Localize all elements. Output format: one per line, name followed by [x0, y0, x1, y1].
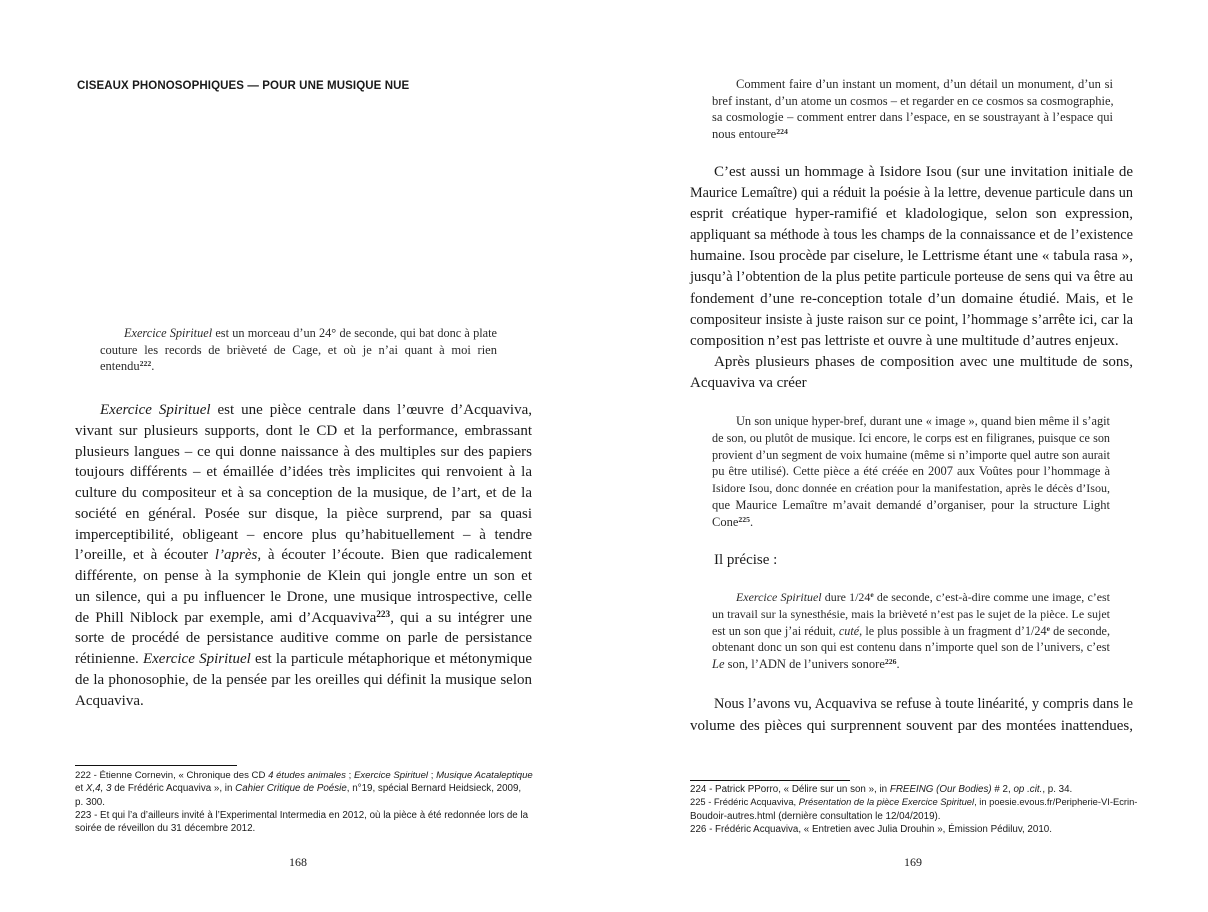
text-run: sa cosmologie – comment entrer dans l’espace, en se soustrayant à l’espace qui: [712, 110, 1113, 124]
text-run: C’est aussi un hommage à Isidore Isou (sur une invitation initiale de: [714, 164, 1133, 180]
text-run: toujours différents – et émaillée d’idées très implicites qui renvoient à la: [75, 464, 532, 481]
text-run: , qui a su intégrer une: [390, 609, 533, 626]
text-line: [712, 413, 1110, 430]
footnote-ref: e: [1046, 623, 1050, 633]
text-line: [75, 442, 532, 463]
text-run: provient d’un segment de voix humaine (même si n’importe quel autre son aurait: [712, 447, 1110, 462]
text-run: et: [75, 783, 86, 795]
text-run: Après plusieurs phases de composition avec une multitude de sons,: [714, 353, 1133, 370]
italic-title: Exercice Spirituel: [142, 651, 251, 667]
text-run: vivant sur plusieurs supports, dont le CD et la performance, embrassant: [75, 422, 532, 439]
text-run: 224 - Patrick PPorro, « Délire sur un son », in: [690, 784, 890, 795]
text-line: [75, 769, 535, 782]
footnote-ref: 224: [776, 126, 788, 136]
text-line: [712, 126, 1113, 143]
text-run: son, l’ADN de l’univers sonore: [724, 657, 885, 672]
italic-title: Le: [712, 657, 725, 672]
body-text: [75, 400, 532, 711]
text-line: [712, 109, 1113, 126]
footnote-ref: 226: [884, 656, 897, 666]
italic-title: Exercice Spirituel: [100, 402, 211, 418]
text-run: , le plus possible à un fragment d’1/24: [859, 623, 1047, 638]
italic-title: 4 études animales: [268, 770, 346, 781]
text-line: [690, 246, 1133, 267]
text-run: 225 - Frédéric Acquaviva,: [690, 797, 799, 808]
text-line: [690, 796, 1140, 809]
text-run: de la phonosophie, de la pensée par les oreilles qui définit la musique selon: [75, 671, 532, 688]
text-line: [75, 462, 532, 483]
text-line: [690, 331, 1133, 352]
text-line: [690, 373, 1133, 394]
text-run: société en général. Posée sur disque, la pièce surprend, par sa quasi: [75, 505, 532, 522]
text-line: [75, 587, 532, 608]
text-run: esprit créatique hyper-ramifié et kladologique, selon son expression,: [690, 206, 1133, 223]
text-run: rétinienne.: [75, 651, 143, 667]
text-run: composition n’est pas lettriste et ouvre à une multitude d’autres enjeux.: [690, 332, 1119, 349]
text-run: p. 300.: [75, 796, 105, 808]
text-run: , in poesie.evous.fr/Peripherie-VI-Ecrin-: [974, 797, 1138, 808]
text-run: que Maurice Lemaître m’avait demandé d’organiser, pour la structure Light: [712, 497, 1110, 512]
text-line: [712, 463, 1110, 480]
text-line: [714, 550, 777, 570]
text-line: [75, 566, 532, 587]
text-line: [690, 352, 1133, 373]
text-run: volume des pièces qui surprennent souvent par des montées inattendues,: [690, 718, 1133, 734]
text-run: Acquaviva.: [75, 692, 144, 709]
text-line: [712, 606, 1110, 623]
text-run: bref instant, d’un atome un cosmos – et regarder en ce cosmos sa cosmographie,: [712, 93, 1114, 108]
italic-title: X,4, 3: [85, 783, 112, 795]
text-run: , n°19, spécial Bernard Heidsieck, 2009,: [346, 783, 522, 795]
text-line: [712, 497, 1110, 514]
body-text-2: [690, 693, 1133, 737]
text-run: un travail sur la synesthésie, mais la brièveté n’est pas le sujet de la pièce. Le sujet: [712, 606, 1110, 621]
text-line: [75, 691, 532, 712]
text-run: appliquant sa méthode à tous les champs de la connaissance et de l’existence: [690, 227, 1133, 244]
text-run: l’oreille, et à écouter: [75, 547, 215, 564]
text-line: [690, 267, 1133, 288]
text-run: .: [896, 657, 900, 672]
text-run: 226 - Frédéric Acquaviva, « Entretien avec Julia Drouhin », Émission Pédiluv, 2010.: [690, 823, 1052, 835]
text-run: compositeur insiste à juste raison sur ce point, l’hommage s’arrête ici, car la: [690, 311, 1133, 328]
italic-title: Présentation de la pièce Exercice Spirituel: [798, 797, 975, 808]
text-line: [75, 796, 535, 809]
text-run: , p. 34.: [1042, 784, 1073, 795]
text-line: [75, 670, 532, 691]
text-run: un silence, qui a pu influencer le Drone, une musique introspective, celle: [75, 588, 532, 605]
text-run: couture les records de brièveté de Cage, et où je n’ai quant à moi rien: [100, 342, 497, 357]
text-run: humaine. Isou procède par ciselure, le Lettrisme étant une « tabula rasa »,: [690, 248, 1133, 265]
text-run: de Frédéric Acquaviva », in: [111, 783, 236, 795]
text-run: est un son que j’ai réduit,: [712, 623, 839, 638]
text-run: nous entoure: [712, 126, 777, 141]
text-run: est un morceau d’un 24° de seconde, qui bat donc à plate: [212, 326, 497, 340]
text-run: Il précise :: [714, 552, 778, 568]
text-line: [712, 76, 1113, 93]
text-run: Un son unique hyper-bref, durant une « image », quand bien même il s’agit: [736, 414, 1110, 428]
text-run: .: [151, 359, 155, 374]
text-run: soirée de réveillon du 31 décembre 2012.: [75, 823, 256, 835]
text-run: Comment faire d’un instant un moment, d’un détail un monument, d’un si: [736, 77, 1113, 91]
text-run: # 2,: [991, 784, 1014, 795]
italic-title: FREEING (Our Bodies): [889, 784, 992, 795]
italic-title: Musique Acataleptique: [436, 770, 533, 781]
body-text-1: [690, 162, 1133, 394]
text-line: [75, 608, 532, 629]
page-number: 168: [289, 855, 307, 869]
text-run: Isidore Isou, donc donnée en création pour la manifestation, après le décès d’Isou,: [712, 481, 1110, 496]
text-run: sorte de procédé de persistance auditive comme on parle de persistance: [75, 630, 532, 647]
italic-title: Cahier Critique de Poésie: [235, 783, 347, 795]
footnote-ref: 225: [738, 514, 751, 524]
footnotes: [690, 783, 1140, 836]
text-line: [690, 162, 1133, 183]
text-run: jusqu’à l’obtention de la plus petite particule porteuse de sens qui va être au: [690, 269, 1133, 286]
text-run: différente, on pense à la symphonie de Klein qui jongle entre un son et: [75, 568, 532, 584]
running-header: CISEAUX PHONOSOPHIQUES — POUR UNE MUSIQUE NUE: [77, 80, 410, 92]
footnote-rule: [690, 780, 850, 781]
text-run: de son, ou plutôt de musique. Ici encore, le corps est en filigranes, puisque ce son: [712, 430, 1110, 445]
text-run: de seconde, c’est-à-dire comme une image, c’est: [873, 590, 1110, 604]
right-page: [604, 0, 1208, 912]
text-line: [75, 782, 535, 795]
text-line: [690, 823, 1140, 836]
text-run: de Phill Niblock par exemple, ami d’Acquaviva: [75, 609, 377, 626]
italic-title: cuté: [838, 623, 860, 638]
text-line: [75, 545, 532, 566]
il-precise: [714, 550, 777, 570]
text-line: [712, 447, 1110, 464]
text-line: [712, 589, 1110, 606]
text-line: [75, 400, 532, 421]
text-run: dure 1/24: [821, 590, 871, 604]
text-line: [100, 342, 497, 359]
text-line: [690, 183, 1133, 204]
text-line: [75, 649, 532, 670]
text-line: [690, 289, 1133, 310]
text-run: 223 - Et qui l’a d’ailleurs invité à l’Experimental Intermedia en 2012, où la pièce à été redonnée lors de la: [75, 809, 529, 821]
text-run: Maurice Lemaître) qui a réduit la poésie à la lettre, devenue particule dans un: [690, 185, 1133, 202]
text-run: entendu: [100, 359, 140, 374]
footnotes: [75, 769, 535, 835]
footnote-ref: 222: [139, 358, 152, 368]
text-run: est une pièce centrale dans l’œuvre d’Acquaviva,: [210, 402, 532, 418]
text-line: [75, 483, 532, 504]
text-run: ;: [345, 770, 354, 781]
text-run: , à écouter l’écoute. Bien que radicalement: [257, 547, 532, 564]
text-line: [712, 430, 1110, 447]
text-run: imperceptibilité, obligeant – encore plus qu’habituellement – à tendre: [75, 526, 532, 543]
italic-title: Exercice Spirituel: [353, 770, 429, 781]
text-line: [690, 204, 1133, 225]
text-run: plusieurs langues – ce qui donne naissance à des multiples sur des papiers: [75, 443, 532, 460]
italic-title: Exercice Spirituel: [124, 326, 213, 340]
text-line: [75, 504, 532, 525]
text-line: [712, 656, 1110, 673]
text-run: pu être utilisé). Cette pièce a été créée en 2007 aux Voûtes pour l’hommage à: [712, 464, 1110, 479]
text-run: Nous l’avons vu, Acquaviva se refuse à toute linéarité, y compris dans le: [714, 696, 1133, 712]
text-run: Acquaviva va créer: [690, 374, 807, 391]
text-line: [712, 480, 1110, 497]
text-line: [75, 421, 532, 442]
page-number: 169: [904, 855, 922, 869]
text-line: [100, 325, 497, 342]
italic-title: l’après: [214, 547, 258, 564]
epigraph-quote: [712, 76, 1113, 142]
text-line: [690, 225, 1133, 246]
text-line: [100, 358, 497, 375]
text-run: culture du compositeur et à sa conception de la musique, de l’art, et de la: [75, 485, 532, 501]
text-line: [712, 514, 1110, 531]
italic-title: Exercice Spirituel: [736, 590, 822, 604]
text-line: [75, 628, 532, 649]
text-line: [75, 525, 532, 546]
italic-title: op .cit.: [1013, 784, 1043, 795]
text-run: 222 - Étienne Cornevin, « Chronique des CD: [75, 770, 269, 781]
text-run: obtenant donc un son qui est contenu dans n’importe quel son de l’univers, c’est: [712, 640, 1110, 655]
footnote-ref: 223: [376, 609, 391, 620]
text-line: [690, 715, 1133, 737]
text-run: .: [750, 514, 754, 529]
text-line: [690, 783, 1140, 796]
text-line: [690, 310, 1133, 331]
block-quote-acquaviva: [712, 413, 1110, 531]
block-quote: [100, 325, 497, 375]
text-run: est la particule métaphorique et métonymique: [250, 651, 532, 667]
text-line: [712, 623, 1110, 640]
text-run: de seconde,: [1049, 623, 1110, 638]
text-line: [690, 693, 1133, 715]
footnote-rule: [75, 765, 237, 766]
text-run: ;: [428, 770, 437, 781]
text-run: Cone: [712, 514, 739, 529]
text-line: [712, 639, 1110, 656]
footnote-ref: e: [870, 589, 874, 599]
text-line: [690, 810, 1140, 823]
text-run: fondement d’une re-conception totale d’un domaine étudié. Mais, et le: [690, 290, 1133, 307]
text-line: [712, 93, 1113, 110]
block-quote-interview: [712, 589, 1110, 673]
text-line: [75, 809, 535, 822]
text-run: Boudoir-autres.html (dernière consultation le 12/04/2019).: [690, 810, 941, 822]
text-line: [75, 822, 535, 835]
